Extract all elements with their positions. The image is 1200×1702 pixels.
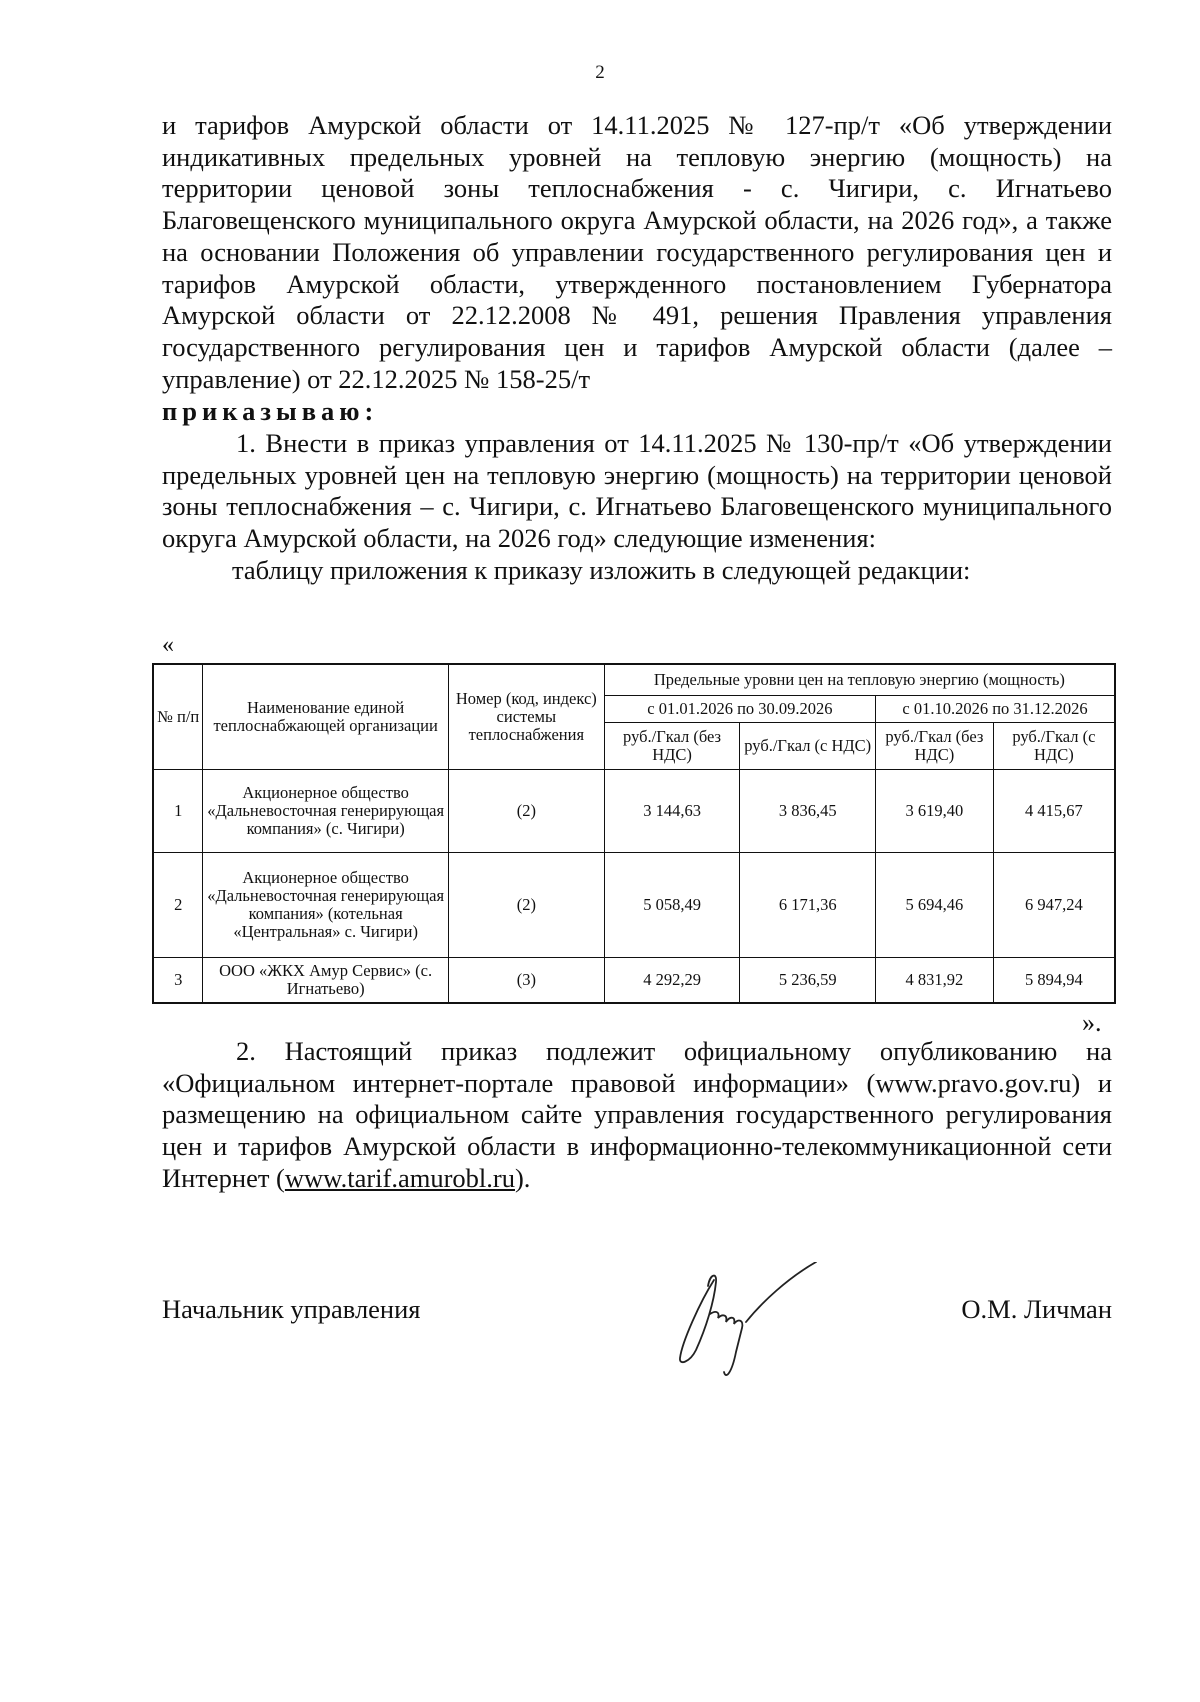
row-organization: Акционерное общество «Дальневосточная генерирующая компания» (котельная «Центральная» с. Чигири) xyxy=(203,853,449,958)
intro-paragraph: и тарифов Амурской области от 14.11.2025 № 127-пр/т «Об утверждении индикативных предельных уровней на тепловую энергию (мощность) на территории ценовой зоны теплоснабжения - с. Чигири, с. Игнатьево Благовещенского муниципального округа Амурской области, на 2026 год», а также на основании Положения об управлении государственного регулирования цен и тарифов Амурской области, утвержденного постановлением Губернатора Амурской области от 22.12.2008 № 491, решения Правления управления государственного регулирования цен и тарифов Амурской области (далее – управление) от 22.12.2025 № 158-25/т xyxy=(162,110,1112,394)
row-organization: Акционерное общество «Дальневосточная генерирующая компания» (с. Чигири) xyxy=(203,770,449,853)
item-2-paragraph xyxy=(162,1036,1112,1195)
table-intro: таблицу приложения к приказу изложить в следующей редакции: xyxy=(232,554,971,585)
row-p1-no-vat: 4 292,29 xyxy=(604,958,740,1004)
closing-quote: ». xyxy=(1082,1008,1102,1037)
header-period-1: с 01.01.2026 по 30.09.2026 xyxy=(604,696,875,723)
row-p2-no-vat: 4 831,92 xyxy=(876,958,994,1004)
table-row xyxy=(153,770,1115,853)
opening-quote: « xyxy=(162,632,174,658)
tariff-table xyxy=(152,663,1116,1004)
table-row xyxy=(153,853,1115,958)
row-organization: ООО «ЖКХ Амур Сервис» (с. Игнатьево) xyxy=(203,958,449,1004)
website-link[interactable]: www.tarif.amurobl.ru xyxy=(284,1162,515,1193)
row-p2-no-vat: 5 694,46 xyxy=(876,853,994,958)
header-p1-no-vat: руб./Гкал (без НДС) xyxy=(604,723,740,770)
handwritten-signature xyxy=(670,1262,850,1392)
row-p1-no-vat: 5 058,49 xyxy=(604,853,740,958)
header-p2-with-vat: руб./Гкал (с НДС) xyxy=(993,723,1115,770)
row-p2-with-vat: 4 415,67 xyxy=(993,770,1115,853)
order-word: приказываю: xyxy=(162,396,379,427)
item-2-text: 2. Настоящий приказ подлежит официальному опубликованию на «Официальном интернет-портале правовой информации» (www.pravo.gov.ru) и размещению на официальном сайте управления государственного регулирования цен и тарифов Амурской области в информационно-телекоммуникационной сети Интернет ( xyxy=(162,1036,1112,1193)
header-period-2: с 01.10.2026 по 31.12.2026 xyxy=(876,696,1115,723)
page-number: 2 xyxy=(595,62,605,83)
row-p1-with-vat: 3 836,45 xyxy=(740,770,876,853)
row-p2-no-vat: 3 619,40 xyxy=(876,770,994,853)
row-p2-with-vat: 6 947,24 xyxy=(993,853,1115,958)
row-p1-with-vat: 6 171,36 xyxy=(740,853,876,958)
header-system-code: Номер (код, индекс) системы теплоснабжения xyxy=(448,664,604,770)
row-p2-with-vat: 5 894,94 xyxy=(993,958,1115,1004)
row-num: 1 xyxy=(153,770,203,853)
item-2-ending: ). xyxy=(514,1162,531,1193)
document-body xyxy=(162,110,1112,587)
item-1-paragraph: 1. Внести в приказ управления от 14.11.2025 № 130-пр/т «Об утверждении предельных уровней цен на тепловую энергию (мощность) на территории ценовой зоны теплоснабжения – с. Чигири, с. Игнатьево Благовещенского муниципального округа Амурской области, на 2026 год» следующие изменения: xyxy=(162,428,1112,554)
header-p2-no-vat: руб./Гкал (без НДС) xyxy=(876,723,994,770)
row-system-code: (2) xyxy=(448,853,604,958)
signatory-title: Начальник управления xyxy=(162,1294,421,1324)
header-price-limits: Предельные уровни цен на тепловую энергию (мощность) xyxy=(604,664,1115,696)
row-num: 3 xyxy=(153,958,203,1004)
table-row xyxy=(153,958,1115,1004)
row-p1-no-vat: 3 144,63 xyxy=(604,770,740,853)
signatory-name: О.М. Личман xyxy=(961,1294,1112,1324)
header-organization: Наименование единой теплоснабжающей организации xyxy=(203,664,449,770)
row-system-code: (3) xyxy=(448,958,604,1004)
header-p1-with-vat: руб./Гкал (с НДС) xyxy=(740,723,876,770)
row-p1-with-vat: 5 236,59 xyxy=(740,958,876,1004)
row-num: 2 xyxy=(153,853,203,958)
row-system-code: (2) xyxy=(448,770,604,853)
header-num: № п/п xyxy=(153,664,203,770)
item-2-block xyxy=(162,1036,1112,1195)
